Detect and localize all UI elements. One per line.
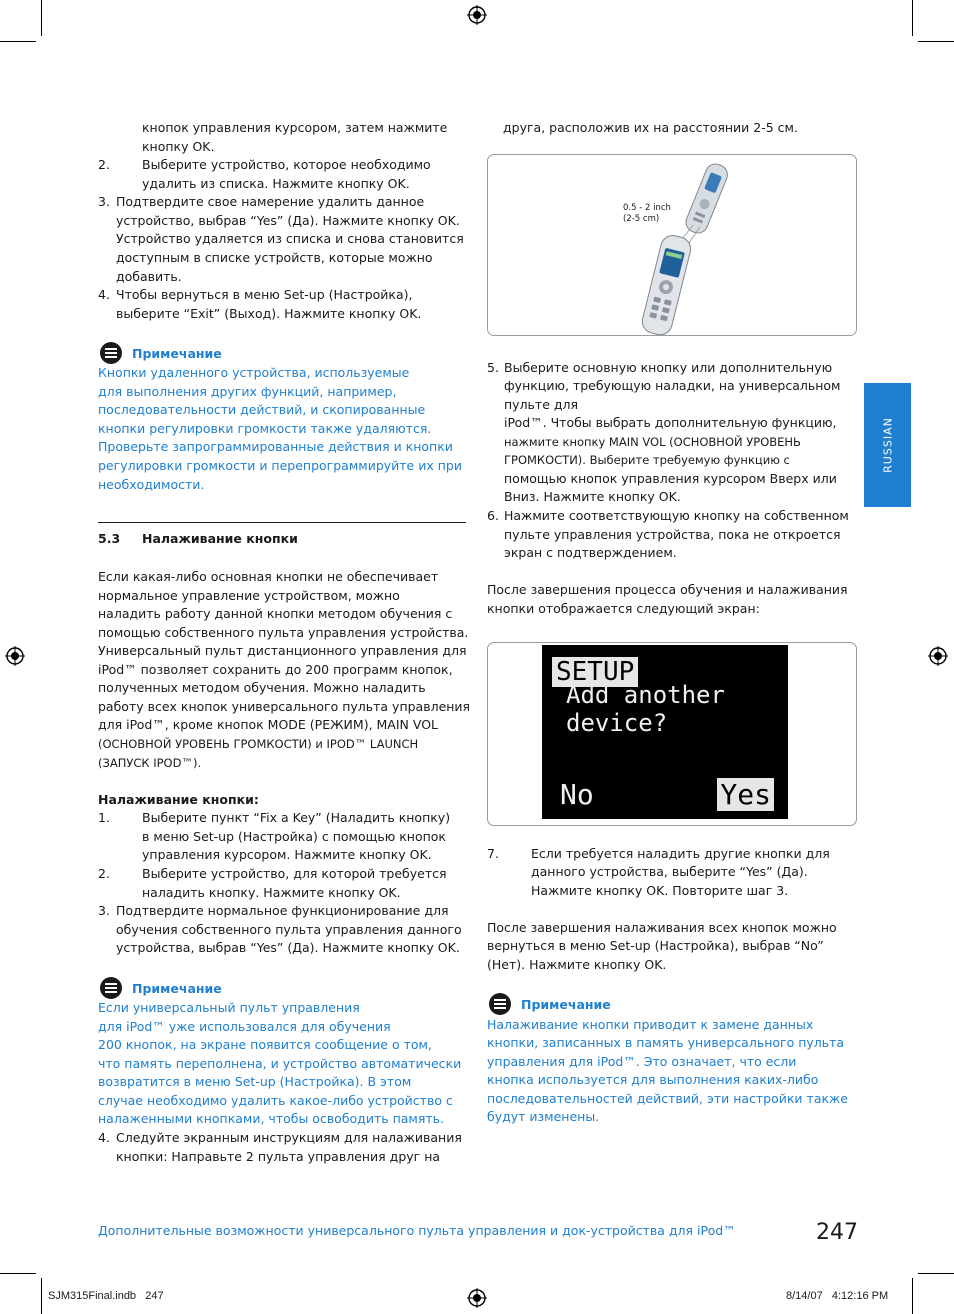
note-text: налаженными кнопками, чтобы освободить память. (98, 1111, 444, 1126)
note-title: Примечание (132, 980, 222, 996)
body-text: друга, расположив их на расстоянии 2-5 см. (503, 120, 798, 135)
body-text: После завершения процесса обучения и налаживания (487, 582, 848, 597)
note-text: Кнопки удаленного устройства, используемые (98, 365, 410, 380)
body-text: (ЗАПУСК IPOD™). (98, 756, 202, 770)
step-number: 3. (98, 903, 110, 918)
distance-label: (2-5 cm) (623, 214, 660, 224)
step-text: Нажмите кнопку OK. Повторите шаг 3. (531, 883, 789, 898)
body-text: для iPod™, кроме кнопок MODE (РЕЖИМ), MAIN VOL (98, 717, 438, 732)
step-text: Выберите устройство, которое необходимо (142, 157, 431, 172)
step-text: Следуйте экранным инструкциям для налаживания (116, 1130, 462, 1145)
note-text: кнопка используется для выполнения каких-либо (487, 1072, 819, 1087)
section-title: Налаживание кнопки (142, 531, 298, 546)
step-text: обучения собственного пульта управления данного (116, 922, 462, 937)
distance-label: 0.5 - 2 inch (623, 203, 671, 213)
note-heading (100, 342, 222, 364)
step-text: Если требуется наладить другие кнопки для (531, 846, 830, 861)
note-icon (100, 342, 122, 364)
crop-mark (918, 1273, 954, 1274)
step-text: управления курсором. Нажмите кнопку OK. (142, 847, 432, 862)
page-number: 247 (816, 1220, 858, 1245)
note-text: Проверьте запрограммированные действия и кнопки (98, 439, 453, 454)
step-number: 2. (98, 157, 110, 172)
remote-controls-illustration (488, 155, 856, 335)
device-screen (542, 645, 788, 819)
step-text: данного устройства, выберите “Yes” (Да). (531, 864, 808, 879)
step-text: выберите “Exit” (Выход). Нажмите кнопку OK. (116, 306, 422, 321)
step-text: Чтобы вернуться в меню Set-up (Настройка), (116, 287, 413, 302)
step-number: 1. (98, 810, 110, 825)
print-slug-date: 8/14/07 4:12:16 PM (786, 1290, 889, 1302)
note-text: последовательностей действий, эти настройки также (487, 1091, 848, 1106)
note-text: для выполнения других функций, например, (98, 384, 397, 399)
step-text: добавить. (116, 269, 182, 284)
body-text: вернуться в меню Set-up (Настройка), выбрав “No” (487, 938, 824, 953)
crop-mark (912, 1278, 913, 1314)
note-text: случае необходимо удалить какое-либо устройство с (98, 1093, 453, 1108)
note-text: Налаживание кнопки приводит к замене данных (487, 1017, 814, 1032)
step-text: устройства, выбрав “Yes” (Да). Нажмите кнопку OK. (116, 940, 460, 955)
step-text: наладить кнопку. Нажмите кнопку OK. (142, 885, 401, 900)
remotes-figure (487, 154, 857, 336)
crop-mark (41, 0, 42, 36)
body-text: (ОСНОВНОЙ УРОВЕНЬ ГРОМКОСТИ) и IPOD™ LAUNCH (98, 737, 419, 751)
step-text: Подтвердите нормальное функционирование для (116, 903, 449, 918)
note-text: Если универсальный пульт управления (98, 1000, 360, 1015)
screen-question: Add another device? (566, 681, 725, 737)
step-text: экран с подтверждением. (504, 545, 677, 560)
step-text: удалить из списка. Нажмите кнопку OK. (142, 176, 410, 191)
step-text: iPod™. Чтобы выбрать дополнительную функцию, (504, 415, 837, 430)
note-text: управления для iPod™. Это означает, что если (487, 1054, 797, 1069)
registration-mark-icon (467, 5, 487, 25)
step-text: пульте для (504, 397, 579, 412)
body-text: наладить работу данной кнопки методом обучения с (98, 606, 453, 621)
step-text: ГРОМКОСТИ). Выберите требуемую функцию с (504, 453, 790, 467)
step-text: пульте управления устройства, пока не откроется (504, 527, 841, 542)
body-text: Если какая-либо основная кнопки не обеспечивает (98, 569, 439, 584)
crop-mark (41, 1278, 42, 1314)
step-number: 4. (98, 287, 110, 302)
section-number: 5.3 (98, 531, 121, 546)
step-text: Нажмите соответствующую кнопку на собственном (504, 508, 849, 523)
body-text: После завершения налаживания всех кнопок можно (487, 920, 837, 935)
note-text: последовательности действий, и скопированные (98, 402, 426, 417)
step-number: 2. (98, 866, 110, 881)
continued-step-line: кнопок управления курсором, затем нажмите (142, 120, 448, 135)
body-text: нормальное управление устройством, можно (98, 588, 400, 603)
step-text: помощью кнопок управления курсором Вверх или (504, 471, 837, 486)
step-text: Выберите устройство, для которой требуется (142, 866, 447, 881)
step-text: Устройство удаляется из списка и снова становится (116, 231, 464, 246)
step-text: в меню Set-up (Настройка) с помощью кнопок (142, 829, 446, 844)
step-number: 5. (487, 360, 499, 375)
note-text: кнопки регулировки громкости также удаляются. (98, 421, 432, 436)
step-number: 4. (98, 1130, 110, 1145)
note-icon (100, 977, 122, 999)
step-text: Выберите основную кнопку или дополнительную (504, 360, 833, 375)
screen-title: SETUP (552, 657, 638, 687)
registration-mark-icon (467, 1288, 487, 1308)
note-text: возвратится в меню Set-up (Настройка). В этом (98, 1074, 412, 1089)
note-text: будут изменены. (487, 1109, 600, 1124)
note-heading (489, 993, 611, 1015)
body-text: кнопки отображается следующий экран: (487, 601, 760, 616)
step-text: Вниз. Нажмите кнопку OK. (504, 489, 681, 504)
step-text: Выберите пункт “Fix a Key” (Наладить кнопку) (142, 810, 451, 825)
note-text: что память переполнена, и устройство автоматически (98, 1056, 462, 1071)
note-heading (100, 977, 222, 999)
screen-yes-option: Yes (717, 778, 774, 811)
step-text: нажмите кнопку MAIN VOL (ОСНОВНОЙ УРОВЕНЬ (504, 435, 801, 449)
body-text: Универсальный пульт дистанционного управления для (98, 643, 467, 658)
note-text: необходимости. (98, 477, 205, 492)
body-text: (Нет). Нажмите кнопку OK. (487, 957, 667, 972)
step-text: функцию, требующую наладки, на универсальном (504, 378, 841, 393)
step-text: Подтвердите свое намерение удалить данное (116, 194, 425, 209)
step-text: устройство, выбрав “Yes” (Да). Нажмите кнопку OK. (116, 213, 460, 228)
note-text: регулировки громкости и перепрограммируйте их при (98, 458, 462, 473)
footer-text: Дополнительные возможности универсального пульта управления и док-устройства для iPod™ (98, 1223, 736, 1238)
sub-heading: Налаживание кнопки: (98, 792, 259, 807)
note-title: Примечание (521, 996, 611, 1012)
step-text: доступным в списке устройств, которые можно (116, 250, 433, 265)
note-icon (489, 993, 511, 1015)
registration-mark-icon (5, 646, 25, 666)
body-text: работу всех кнопок универсального пульта управления (98, 699, 471, 714)
step-text: кнопки: Направьте 2 пульта управления друг на (116, 1149, 441, 1164)
language-tab-label: RUSSIAN (881, 417, 894, 473)
body-text: помощью собственного пульта управления устройства. (98, 625, 469, 640)
crop-mark (918, 41, 954, 42)
screen-figure (487, 642, 857, 826)
continued-step-line: кнопку OK. (142, 139, 215, 154)
registration-mark-icon (928, 646, 948, 666)
print-slug-file: SJM315Final.indb 247 (48, 1290, 164, 1302)
screen-no-option: No (560, 778, 594, 811)
section-divider (98, 522, 466, 523)
crop-mark (0, 41, 36, 42)
note-text: кнопки, записанных в память универсального пульта (487, 1035, 845, 1050)
step-number: 6. (487, 508, 499, 523)
step-number: 7. (487, 846, 499, 861)
note-text: 200 кнопок, на экране появится сообщение о том, (98, 1037, 432, 1052)
crop-mark (912, 0, 913, 36)
body-text: iPod™ позволяет сохранить до 200 программ кнопок, (98, 662, 453, 677)
step-number: 3. (98, 194, 110, 209)
body-text: полученных методом обучения. Можно наладить (98, 680, 426, 695)
note-text: для iPod™ уже использовался для обучения (98, 1019, 391, 1034)
note-title: Примечание (132, 345, 222, 361)
language-tab (864, 383, 911, 507)
crop-mark (0, 1273, 36, 1274)
